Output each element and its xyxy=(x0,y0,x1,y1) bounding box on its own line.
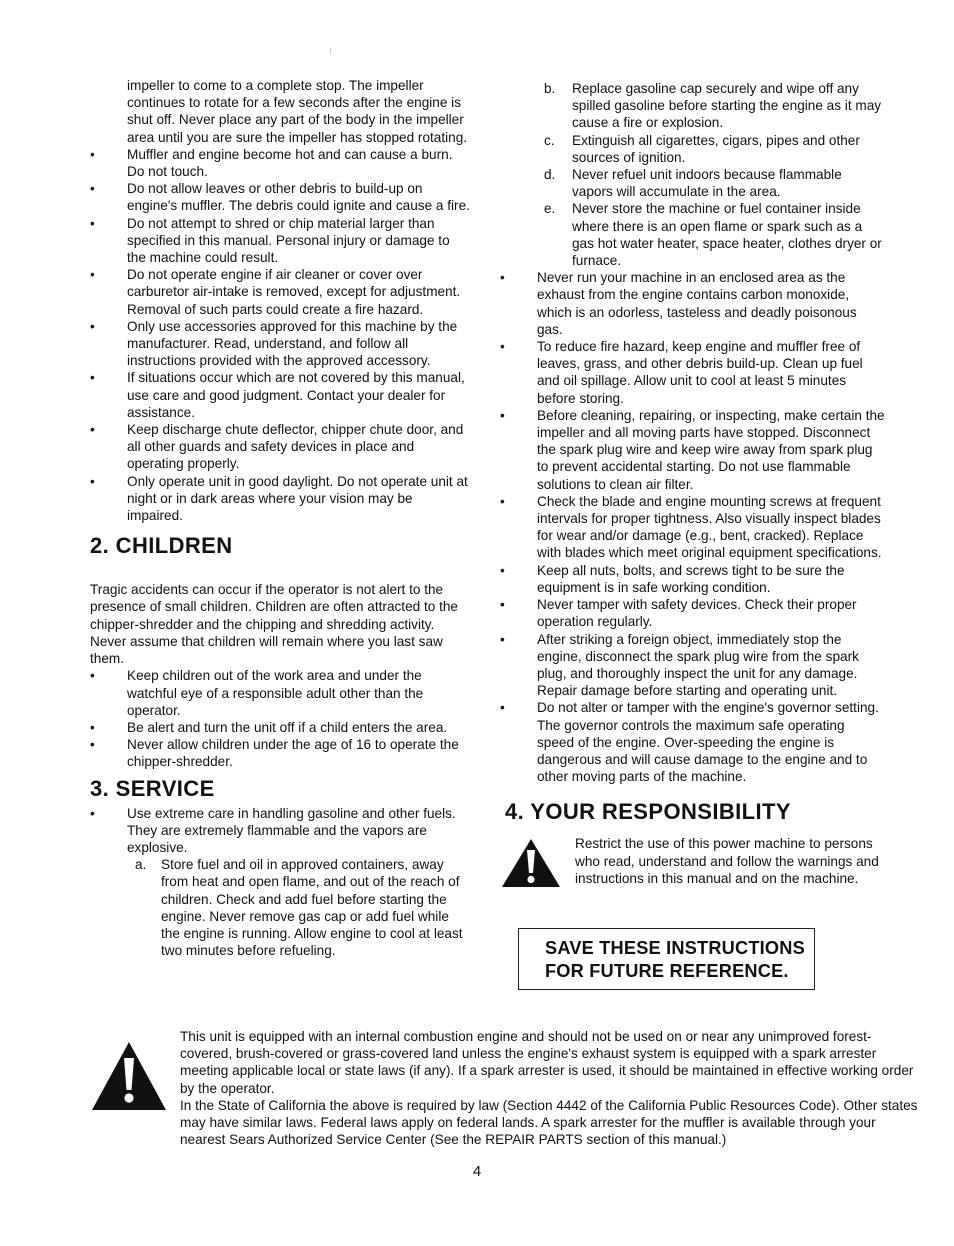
sub-item-text: Store fuel and oil in approved containers, away from heat and open flame, and out of the reach of children. Check and add fuel before starting the engine. Never remove gas cap or add fuel while the engine is running. Allow engine to cool at least two minutes before refueling. xyxy=(161,857,463,959)
list-item-text: Never tamper with safety devices. Check their proper operation regularly. xyxy=(537,597,857,630)
list-item xyxy=(90,180,470,214)
list-item xyxy=(500,338,885,407)
list-item xyxy=(500,562,885,596)
right-column xyxy=(500,80,885,907)
list-item-text: Only use accessories approved for this machine by the manufacturer. Read, understand, and follow all instructions provided with the approved accessory. xyxy=(127,318,458,369)
list-item xyxy=(90,805,470,857)
list-item-text: Do not allow leaves or other debris to build-up on engine's muffler. The debris could ignite and cause a fire. xyxy=(127,181,470,214)
sub-item xyxy=(500,200,885,269)
left-column xyxy=(90,77,470,959)
bullet-glyph: • xyxy=(90,473,95,489)
list-item-text: Never allow children under the age of 16 to operate the chipper-shredder. xyxy=(127,737,459,770)
bullet-glyph: • xyxy=(500,562,505,578)
sub-item xyxy=(500,80,885,132)
list-item-text: Do not alter or tamper with the engine's governor setting. The governor controls the maximum safe operating speed of the engine. Over-speeding the engine is dangerous and will cause damage to the engine and to other moving parts of the machine. xyxy=(537,700,879,785)
list-item-text: Keep children out of the work area and under the watchful eye of a responsible adult other than the operator. xyxy=(127,668,424,718)
bullet-glyph: • xyxy=(90,267,95,283)
sub-item-text: Extinguish all cigarettes, cigars, pipes and other sources of ignition. xyxy=(572,132,860,165)
left-bullet-list xyxy=(90,146,470,524)
list-item xyxy=(90,215,470,267)
sub-item-letter: b. xyxy=(544,81,556,96)
list-item xyxy=(90,266,470,318)
sub-item-letter: e. xyxy=(544,201,556,217)
bullet-glyph: • xyxy=(500,631,505,647)
list-item-text: Check the blade and engine mounting screws at frequent intervals for proper tightness. Also visually inspect blades for wear and/or damage (e.g., bent, cracked). Replace with blades which meet original equipment specifications. xyxy=(537,493,882,561)
bullet-glyph: • xyxy=(90,422,95,438)
list-item xyxy=(500,596,885,630)
list-item-text: If situations occur which are not covered by this manual, use care and good judgment. Contact your dealer for assistance. xyxy=(127,370,465,420)
list-item-text: After striking a foreign object, immediately stop the engine, disconnect the spark plug wire from the spark plug, and thoroughly inspect the unit for any damage. Repair damage before starting and operating unit. xyxy=(537,631,859,699)
right-bullet-list xyxy=(500,269,885,785)
children-heading: 2. CHILDREN xyxy=(90,533,233,559)
children-intro: Tragic accidents can occur if the operator is not alert to the presence of small children. Children are often attracted to the chipper-shredder and the chipping and shredding activity. Never assume that children will remain where you last saw them. xyxy=(90,582,458,667)
list-item xyxy=(500,699,885,785)
spark-arrester-warning xyxy=(90,1028,920,1148)
list-item-text: To reduce fire hazard, keep engine and muffler free of leaves, grass, and other debris build-up. Clean up fuel and oil spillage. Allow unit to cool at least 5 minutes before storing. xyxy=(537,339,863,406)
bullet-glyph: • xyxy=(90,318,95,334)
scan-speck xyxy=(330,48,331,54)
sub-item-text: Never store the machine or fuel container inside where there is an open flame or spark such as a gas hot water heater, space heater, clothes dryer or furnace. xyxy=(572,201,882,269)
bullet-glyph: • xyxy=(90,215,95,231)
bullet-glyph: • xyxy=(500,270,505,286)
spark-arrester-text xyxy=(180,1028,920,1148)
bullet-glyph: • xyxy=(90,146,95,162)
responsibility-text: Restrict the use of this power machine to persons who read, understand and follow the warnings and instructions in this manual and on the machine. xyxy=(575,836,879,886)
impeller-continuation: impeller to come to a complete stop. The impeller continues to rotate for a few seconds after the engine is shut off. Never place any part of the body in the impeller area until you are sure the impeller has stopped rotating. xyxy=(127,78,468,145)
spark-arrester-para-1: This unit is equipped with an internal combustion engine and should not be used on or near any unimproved forest-covered, brush-covered or grass-covered land unless the engine's exhaust system is equipped with a spark arrester meeting applicable local or state laws (if any). If a spark arrester is used, it should be maintained in effective working order by the operator. xyxy=(180,1029,914,1096)
list-item xyxy=(500,631,885,700)
bullet-glyph: • xyxy=(90,181,95,197)
bullet-glyph: • xyxy=(500,493,505,509)
list-item-text: Keep discharge chute deflector, chipper chute door, and all other guards and safety devices in place and operating properly. xyxy=(127,422,464,472)
list-item xyxy=(90,719,470,736)
list-item-text: Keep all nuts, bolts, and screws tight to be sure the equipment is in safe working condition. xyxy=(537,562,845,595)
responsibility-block xyxy=(500,835,885,907)
bullet-glyph: • xyxy=(90,370,95,386)
save-instructions-text xyxy=(545,937,805,983)
warning-triangle-icon xyxy=(500,837,562,893)
list-item-text: Be alert and turn the unit off if a child enters the area. xyxy=(127,719,448,735)
list-item-text: Never run your machine in an enclosed area as the exhaust from the engine contains carbon monoxide, which is an odorless, tasteless and deadly poisonous gas. xyxy=(537,270,857,337)
list-item xyxy=(500,493,885,562)
sub-item-letter: d. xyxy=(544,167,556,183)
sub-item-letter: c. xyxy=(544,132,555,148)
bullet-glyph: • xyxy=(90,737,95,753)
list-item xyxy=(90,736,470,770)
list-item xyxy=(90,667,470,719)
sub-item xyxy=(500,166,885,200)
list-item xyxy=(500,269,885,338)
bullet-glyph: • xyxy=(500,700,505,716)
list-item xyxy=(90,473,470,525)
list-item xyxy=(90,421,470,473)
list-item-text: Muffler and engine become hot and can cause a burn. Do not touch. xyxy=(127,146,453,180)
warning-triangle-icon xyxy=(90,1040,168,1116)
save-instructions-box xyxy=(518,928,815,990)
page-number: 4 xyxy=(472,1163,482,1180)
list-item-text: Do not operate engine if air cleaner or cover over carburetor air-intake is removed, except for adjustment. Removal of such parts could create a fire hazard. xyxy=(127,267,461,317)
list-item xyxy=(90,318,470,370)
list-item xyxy=(90,146,470,180)
bullet-glyph: • xyxy=(90,668,95,684)
list-item xyxy=(500,407,885,493)
bullet-glyph: • xyxy=(90,719,95,735)
sub-item-text: Never refuel unit indoors because flammable vapors will accumulate in the area. xyxy=(572,167,842,200)
bullet-glyph: • xyxy=(500,597,505,613)
bullet-glyph: • xyxy=(500,407,505,423)
bullet-glyph: • xyxy=(90,805,95,821)
sub-item xyxy=(500,132,885,166)
list-item-text: Only operate unit in good daylight. Do not operate unit at night or in dark areas where your vision may be impaired. xyxy=(127,473,468,524)
bullet-glyph: • xyxy=(500,339,505,355)
list-item-text: Use extreme care in handling gasoline and other fuels. They are extremely flammable and the vapors are explosive. xyxy=(127,805,456,855)
responsibility-heading: 4. YOUR RESPONSIBILITY xyxy=(505,799,791,825)
spark-arrester-para-2: In the State of California the above is required by law (Section 4442 of the California Public Resources Code). Other states may have similar laws. Federal laws apply on federal lands. A spark arrester for the muffler is available through your nearest Sears Authorized Service Center (See the REPAIR PARTS section of this manual.) xyxy=(180,1097,918,1148)
sub-item-letter: a. xyxy=(135,857,147,873)
list-item xyxy=(90,369,470,421)
list-item-text: Before cleaning, repairing, or inspecting, make certain the impeller and all moving parts have stopped. Disconnect the spark plug wire and keep wire away from spark plug to prevent accidental starting. Do not use flammable solutions to clean air filter. xyxy=(537,407,885,492)
service-heading: 3. SERVICE xyxy=(90,775,215,801)
save-line-1: SAVE THESE INSTRUCTIONS xyxy=(545,938,805,958)
sub-item xyxy=(127,856,470,959)
list-item-text: Do not attempt to shred or chip material larger than specified in this manual. Personal injury or damage to the machine could result. xyxy=(127,215,450,266)
save-line-2: FOR FUTURE REFERENCE. xyxy=(545,961,789,981)
sub-item-text: Replace gasoline cap securely and wipe off any spilled gasoline before starting the engine as it may cause a fire or explosion. xyxy=(572,81,882,131)
